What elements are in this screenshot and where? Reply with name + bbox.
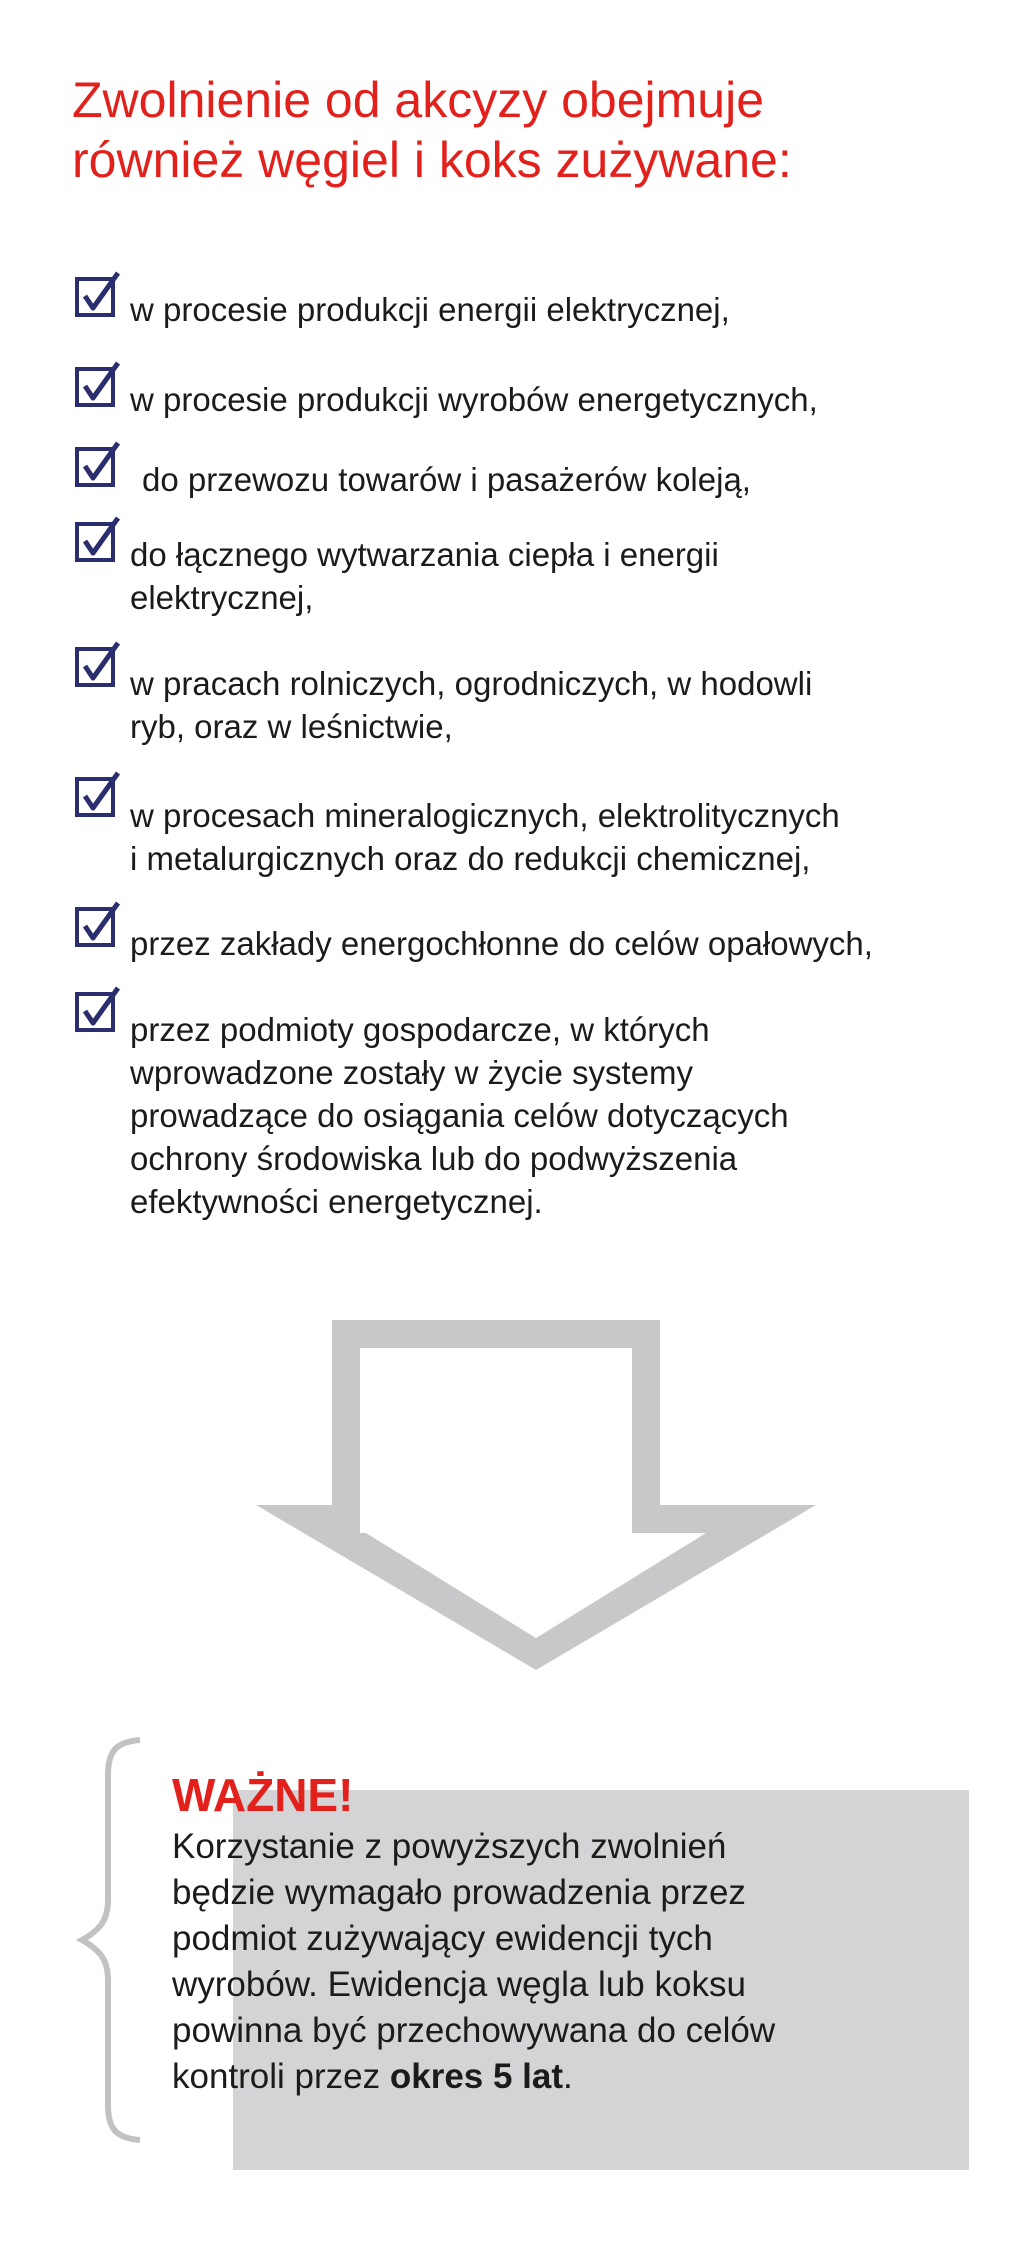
item-line: w procesie produkcji energii elektrycznej,	[130, 291, 730, 328]
item-line: przez podmioty gospodarcze, w których	[130, 1011, 710, 1048]
item-line: ryb, oraz w leśnictwie,	[130, 708, 453, 745]
item-line: przez zakłady energochłonne do celów opałowych,	[130, 925, 873, 962]
note-last-suffix: .	[563, 2057, 573, 2096]
checkbox-checked-icon	[74, 770, 124, 822]
note-text	[172, 1824, 952, 2100]
checkbox-checked-icon	[74, 515, 124, 567]
note-line-last	[172, 2054, 952, 2100]
note-line: wyrobów. Ewidencja węgla lub koksu	[172, 1965, 746, 2004]
checkbox-checked-icon	[74, 900, 124, 952]
item-line: w procesach mineralogicznych, elektrolitycznych	[130, 797, 840, 834]
note-highlight: okres 5 lat	[389, 2057, 564, 2096]
item-line: prowadzące do osiągania celów dotyczących	[130, 1097, 789, 1134]
note-line: powinna być przechowywana do celów	[172, 2011, 776, 2050]
note-line: podmiot zużywający ewidencji tych	[172, 1919, 713, 1958]
checkbox-checked-icon	[74, 270, 124, 322]
checkbox-checked-icon	[74, 640, 124, 692]
checkbox-checked-icon	[74, 440, 124, 492]
note-title: WAŻNE!	[172, 1769, 354, 1821]
title-line-1: Zwolnienie od akcyzy obejmuje	[72, 72, 765, 128]
item-line: wprowadzone zostały w życie systemy	[130, 1054, 694, 1091]
title-line-2: również węgiel i koks zużywane:	[72, 132, 792, 188]
note-line: Korzystanie z powyższych zwolnień	[172, 1827, 727, 1866]
down-arrow-icon	[220, 1320, 820, 1680]
item-line: elektrycznej,	[130, 579, 314, 616]
page-title	[72, 70, 992, 190]
note-line: będzie wymagało prowadzenia przez	[172, 1873, 746, 1912]
item-line: i metalurgicznych oraz do redukcji chemicznej,	[130, 840, 811, 877]
checkbox-checked-icon	[74, 985, 124, 1037]
item-line: w procesie produkcji wyrobów energetycznych,	[130, 381, 818, 418]
curly-brace-icon	[70, 1730, 160, 2150]
checkbox-checked-icon	[74, 360, 124, 412]
item-line: w pracach rolniczych, ogrodniczych, w hodowli	[130, 665, 813, 702]
item-line: do przewozu towarów i pasażerów koleją,	[142, 461, 751, 498]
item-line: efektywności energetycznej.	[130, 1183, 543, 1220]
item-line: ochrony środowiska lub do podwyższenia	[130, 1140, 738, 1177]
note-last-prefix: kontroli przez	[172, 2057, 390, 2096]
item-line: do łącznego wytwarzania ciepła i energii	[130, 536, 719, 573]
